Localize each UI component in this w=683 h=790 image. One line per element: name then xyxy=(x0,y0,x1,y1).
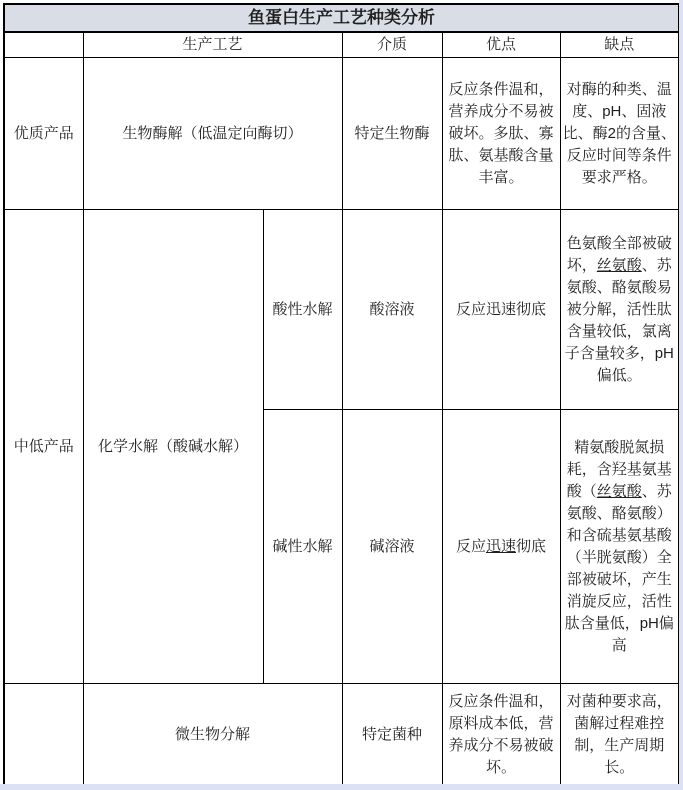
cell-microbial-category xyxy=(4,684,83,787)
cell-premium-process: 生物酶解（低温定向酶切） xyxy=(83,58,342,210)
row-acid-hydrolysis xyxy=(4,210,679,410)
cell-premium-category: 优质产品 xyxy=(4,58,83,210)
header-process: 生产工艺 xyxy=(83,32,342,58)
header-medium: 介质 xyxy=(342,32,442,58)
header-category xyxy=(4,32,83,58)
acid-cons-underlined-text: 丝氨酸 xyxy=(596,256,642,274)
cell-alkaline-subprocess: 碱性水解 xyxy=(263,410,342,684)
table-title: 鱼蛋白生产工艺种类分析 xyxy=(4,4,679,32)
cell-acid-subprocess: 酸性水解 xyxy=(263,210,342,410)
cell-microbial-process: 微生物分解 xyxy=(83,684,342,787)
cell-acid-medium: 酸溶液 xyxy=(342,210,442,410)
cell-premium-pros: 反应条件温和，营养成分不易被破坏。多肽、寡肽、氨基酸含量丰富。 xyxy=(442,58,560,210)
cell-alkaline-pros xyxy=(442,410,560,684)
cell-alkaline-cons xyxy=(560,410,679,684)
table-header-row xyxy=(4,32,679,58)
cell-premium-cons: 对酶的种类、温度、pH、固液比、酶2的含量、反应时间等条件要求严格。 xyxy=(560,58,679,210)
alkaline-pros-underlined-text: 迅速 xyxy=(485,537,516,555)
cell-midlow-process: 化学水解（酸碱水解） xyxy=(83,210,263,684)
cell-microbial-medium: 特定菌种 xyxy=(342,684,442,787)
cell-acid-cons xyxy=(560,210,679,410)
cell-microbial-cons: 对菌种要求高，菌解过程难控制，生产周期长。 xyxy=(560,684,679,787)
page-edge-strip-right xyxy=(679,0,683,790)
page-edge-strip-bottom xyxy=(0,784,683,790)
cell-alkaline-medium: 碱溶液 xyxy=(342,410,442,684)
cell-acid-pros: 反应迅速彻底 xyxy=(442,210,560,410)
cell-microbial-pros: 反应条件温和，原料成本低，营养成分不易被破坏。 xyxy=(442,684,560,787)
process-analysis-table xyxy=(3,3,680,788)
header-cons: 缺点 xyxy=(560,32,679,58)
cell-midlow-category: 中低产品 xyxy=(4,210,83,684)
cell-premium-medium: 特定生物酶 xyxy=(342,58,442,210)
table-title-row xyxy=(4,4,679,32)
row-microbial-decomposition xyxy=(4,684,679,787)
alkaline-pros-text: 反应 xyxy=(455,537,486,555)
alkaline-pros-text-tail: 彻底 xyxy=(516,537,547,555)
alkaline-cons-text-tail: 、苏氨酸、酪氨酸）和含硫基氨基酸（半胱氨酸）全部被破坏，产生消旋反应，活性肽含量低，pH偏高 xyxy=(564,482,674,654)
header-pros: 优点 xyxy=(442,32,560,58)
acid-cons-text-tail: 、苏氨酸、酪氨酸易被分解，活性肽含量较低，氯离子含量较多，pH偏低。 xyxy=(564,256,674,384)
alkaline-cons-underlined-text: 丝氨酸 xyxy=(596,482,642,500)
row-premium-product xyxy=(4,58,679,210)
acid-cons-text: 色氨酸全部被破坏， xyxy=(566,234,672,274)
alkaline-cons-text: 精氨酸脱氮损耗，含羟基氨基酸（ xyxy=(566,438,672,500)
